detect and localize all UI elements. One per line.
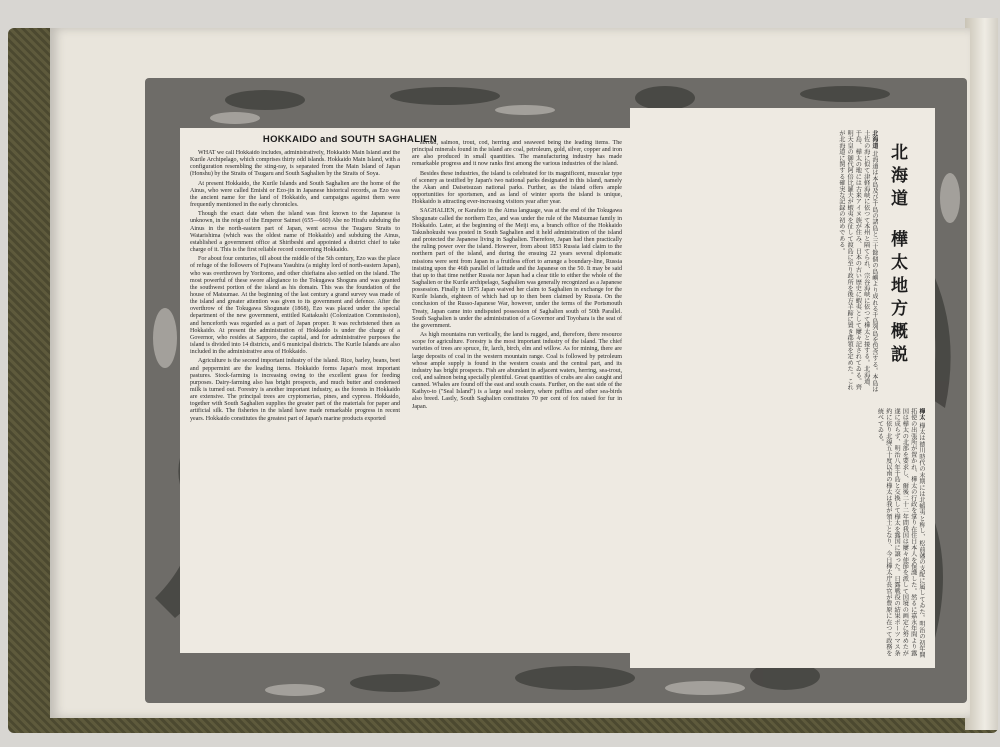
japanese-section-text: 樺太は徳川時代の末期には北蝦夷と称し、松前藩の支配に属してゐた。明治の初年開拓使の出張所が置かれ、樺太の行政を掌り在住日本人を保護した。然るに嘉永年間より露国は樺太の北部を要求し、爾後二十二年間我国は屢々使節を派して国境の画定に努めたが遂に成らず、明治八年千島と交換して樺太を露国に譲った。日露戦役の結果ポーツマス条約に依り北緯五十度以南の樺太は我が領土となり、今日樺太庁長官が豊原に在つて政務を統べてゐる。 xyxy=(876,408,925,658)
japanese-text-panel xyxy=(630,108,935,668)
japanese-section-label: 樺太 xyxy=(918,408,925,421)
english-column-2 xyxy=(412,140,622,570)
english-paragraph: At present Hokkaido, the Kurile Islands and South Saghalien are the home of the Ainus, who were called Emishi or Ezo-jin in Japanese historical records, as Ezo was the ancient name for the land of Hokkaido, and campaigns against them were frequently mentioned in the early chronicles. xyxy=(190,180,400,209)
japanese-section-karafuto xyxy=(645,408,925,658)
english-paragraph: As high mountains run vertically, the land is rugged, and, therefore, there resource scope for agriculture. Forestry is the most important industry of the island. The chief varieties of trees are spruce, fir, larch, birch, elm and willow. As for mining, there are large deposits of coal in the western mountain range. Coal is followed by petroleum whose ample supply is found in the western coasts and the central part, and its industry has bright prospects. Fish are abundant in adjacent waters, herring, sea-trout, cod, and salmon being specially plentiful. Great quantities of crabs are also caught and canned. Whales are found off the east and south coasts. Further, on the east side of the Kaihyo-to ("Seal Island") is a large seal rookery, where puffins and other sea-birds also breed. Lastly, South Saghalien constitutes 70 per cent of fox raised for fur in Japan. xyxy=(412,332,622,410)
page xyxy=(50,28,970,718)
japanese-section-hokkaido xyxy=(650,130,878,395)
japanese-title-sub: 樺太地方概説 xyxy=(887,229,907,368)
japanese-title-main: 北海道 xyxy=(887,143,907,212)
english-paragraph: abroad, salmon, trout, cod, herring and seaweed being the leading items. The principal minerals found in the island are coal, petroleum, gold, silver, copper and iron are also produced in small quantities. The manufacturing industry has made remarkable progress and it now ranks first among the various industries of the island. xyxy=(412,140,622,168)
english-title: HOKKAIDO and SOUTH SAGHALIEN xyxy=(262,134,438,145)
english-paragraph: Agriculture is the second important industry of the island. Rice, barley, beans, beet and peppermint are the leading items. Hokkaido forms Japan's most important pastures. Stock-farming is increasing owing to the excellent grass for feeding purposes. Dairy-farming also has bright prospects, and much butter and condensed milk is turned out. Forestry is another important industry, as the forests in Hokkaido are extensive. The principal trees are cryptomerias, pines, and cypress. Hokkaido, together with South Saghalien supplies the greater part of the materials for paper and artificial silk. The fisheries in the island have made remarkable progress in recent years. Hokkaido constitutes the greatest part of Japan's marine products exported xyxy=(190,358,400,422)
illustrated-border xyxy=(145,78,967,703)
japanese-title xyxy=(885,143,910,368)
japanese-section-label: 北海道 xyxy=(871,130,878,149)
english-paragraph: WHAT we call Hokkaido includes, administratively, Hokkaido Main Island and the Kurile Archipelago, which comprises thirty odd islands. Hokkaido Main Island, with a configuration resembling the sting-ray, is separated from the Main Island of Japan (Honshu) by the Straits of Tsugaru and South Saghalien by the Straits of Soya. xyxy=(190,150,400,178)
english-text-panel xyxy=(180,128,630,653)
english-paragraph: For about four centuries, till about the middle of the 5th century, Ezo was the place of refuge of the followers of Fujiwara Yasuhira (a mighty lord of north-eastern Japan), who was overthrown by Yoritomo, and other chieftains also settled on the island. The most powerful of these swore allegiance to the Tokugawa Shoguns and was granted the southwest portion of the island as his domain. This was the foundation of the house of Matsumae. At the beginning of the last century a grand survey was made of the island and greater attention was given to its government and defence. After the overthrow of the Tokugawa Shogunate (1868), Ezo was placed under the special department of the new government, entitled Kaitakushi (Colonization Commission), and henceforth was regarded as a part of Japan proper. It was rechristened then as Hokkaido. At present the administration of Hokkaido is under the charge of a Governor, who resides at Sapporo, the capital, and for administrative purposes the island is divided into 14 districts, and 6 municipal districts. The Kurile Islands are also included in the administrative area of Hokkaido. xyxy=(190,256,400,356)
english-column-1 xyxy=(190,150,400,650)
english-paragraph: Besides these industries, the island is celebrated for its magnificent, muscular type of scenery as testified by Japan's two national parks designated in this island, namely the Akan and Daisetsuzan national parks. Further, as the island offers ample opportunities for sportsmen, and as land of winter sports the island is unique, Hokkaido is attracting ever-increasing visitors year after year. xyxy=(412,170,622,206)
japanese-section-text: 北海道は本島及び千島の諸島と三十餘個の島嶼より成れる千島列島を包含する。本島は土佐の海に似て津軽海峡に依つて本州と隔てられ、宗谷海峡に依つて樺太と接する。北海道、千島、樺太の地には古来アイヌ族が住み、日本の古い歴史に蝦夷として屢々記されてゐる。齊明天皇の御代阿倍比羅夫が蝦夷を征して渡島に至り政所を後方羊蹄に置き郡領を定めた。これが北海道に関する確実な記録の初めである。 xyxy=(837,130,878,393)
english-paragraph: SAGHALIEN, or Karafuto in the Aima language, was at the end of the Tokugawa Shogunate called the northern Ezo, and was under the rule of the Matsumae family in Hokkaido. Later, at the beginning of the Meiji era, a branch office of the Hokkaido Takushokushi was posted in South Saghalien and it held administration of the island and protected the Japanese living in Saghalien. Therefore, Japan had then practically the ruling power over the island. However, from about 1853 Russia laid claim to the northern part of the island, and during the ensuing 22 years several diplomatic missions were sent from Japan in a fruitless effort to arrange a boundary-line, Russia insisting upon the 46th parallel of latitude and the Japanese on the 50. It may be said that up to that time neither Russia nor Japan had a clear title to either the whole of the Saghalien or the Kurile archipelago, Saghalien was generally recognized as a Japanese possession. Finally in 1875 Japan waived her claim to Saghalien in exchange for the Kurile Islands, eighteen of which had up to then been claimed by Russia. On the conclusion of the Russo-Japanese War, however, under the terms of the Portsmouth Treaty, Japan came into undisputed possession of Saghalien south of 50th Parallel. South Saghalien is under the administration of a Governor and Toyohara is the seat of the government. xyxy=(412,208,622,329)
english-paragraph: Though the exact date when the island was first known to the Japanese is unknown, in the reign of the Emperor Saimei (655—660) Abe no Hirafu subduing the Ainus in the north-eastern part of Japan, went across the Tsugaru Straits to Watarishima (which was the oldest name of Hokkaido) and subduing the Ainus, established a government office at Shiribeshi and appointed a district chief to take charge of it. This is the first reliable record concerning Hokkaido. xyxy=(190,211,400,254)
